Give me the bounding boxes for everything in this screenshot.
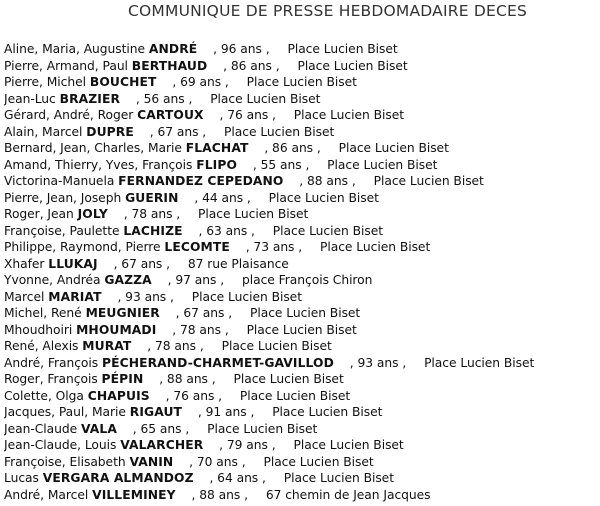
list-item: Lucas VERGARA ALMANDOZ , 64 ans , Place Lucien Biset xyxy=(4,471,394,485)
page-title: COMMUNIQUE DE PRESSE HEBDOMADAIRE DECES xyxy=(128,2,528,20)
age: 76 ans xyxy=(173,388,215,403)
age: 96 ans xyxy=(220,42,262,56)
age: 79 ans xyxy=(226,438,268,452)
place: Place Lucien Biset xyxy=(246,322,357,337)
surname: LECOMTE xyxy=(164,240,230,254)
deaths-list xyxy=(4,41,598,503)
list-item: Françoise, Elisabeth VANIN , 70 ans , Place Lucien Biset xyxy=(4,454,374,469)
surname: VERGARA ALMANDOZ xyxy=(42,471,194,485)
place: Place Lucien Biset xyxy=(424,355,535,370)
first-names: Françoise, Elisabeth xyxy=(4,454,126,469)
list-item: René, Alexis MURAT , 78 ans , Place Lucien Biset xyxy=(4,339,332,353)
age: 56 ans xyxy=(143,91,185,106)
place: 67 chemin de Jean Jacques xyxy=(265,487,431,502)
age: 55 ans xyxy=(260,157,302,172)
age: 63 ans xyxy=(206,223,248,238)
age: 93 ans xyxy=(357,355,399,370)
surname: VANIN xyxy=(129,454,174,469)
place: Place Lucien Biset xyxy=(263,454,374,469)
first-names: Lucas xyxy=(4,471,39,485)
first-names: Jacques, Paul, Marie xyxy=(4,405,126,419)
first-names: Gérard, André, Roger xyxy=(4,108,134,122)
age: 65 ans xyxy=(140,421,182,436)
age: 88 ans xyxy=(307,174,349,188)
first-names: Mhoudhoiri xyxy=(4,322,73,337)
age: 93 ans xyxy=(125,289,167,304)
age: 67 ans xyxy=(121,256,163,271)
place: Place Lucien Biset xyxy=(272,223,384,238)
age: 78 ans xyxy=(131,207,173,221)
place: Place Lucien Biset xyxy=(198,207,309,221)
place: Place Lucien Biset xyxy=(320,240,431,254)
first-names: Pierre, Michel xyxy=(4,75,86,89)
age: 78 ans xyxy=(179,322,221,337)
list-item: Amand, Thierry, Yves, François FLIPO , 55 ans , Place Lucien Biset xyxy=(4,157,438,172)
list-item: Mhoudhoiri MHOUMADI , 78 ans , Place Lucien Biset xyxy=(4,322,357,337)
surname: CHAPUIS xyxy=(87,388,150,403)
age: 86 ans xyxy=(230,58,272,73)
surname: JOLY xyxy=(77,207,108,221)
surname: MHOUMADI xyxy=(76,322,157,337)
place: Place Lucien Biset xyxy=(233,372,344,386)
place: Place Lucien Biset xyxy=(239,388,351,403)
first-names: Aline, Maria, Augustine xyxy=(4,42,146,56)
age: 64 ans xyxy=(217,471,259,485)
age: 91 ans xyxy=(205,405,247,419)
list-item: Aline, Maria, Augustine ANDRÉ , 96 ans , Place Lucien Biset xyxy=(4,42,398,56)
surname: VALA xyxy=(80,421,117,436)
first-names: René, Alexis xyxy=(4,339,79,353)
surname: CARTOUX xyxy=(137,108,204,122)
place: Place Lucien Biset xyxy=(268,190,379,205)
list-item: Françoise, Paulette LACHIZE , 63 ans , Place Lucien Biset xyxy=(4,223,384,238)
list-item: Roger, Jean JOLY , 78 ans , Place Lucien Biset xyxy=(4,207,309,221)
place: Place Lucien Biset xyxy=(249,306,361,320)
place: Place Lucien Biset xyxy=(221,339,332,353)
first-names: Alain, Marcel xyxy=(4,124,83,139)
surname: PÉCHERAND-CHARMET-GAVILLOD xyxy=(101,355,334,370)
list-item: Philippe, Raymond, Pierre LECOMTE , 73 ans , Place Lucien Biset xyxy=(4,240,431,254)
surname: FLIPO xyxy=(196,157,238,172)
surname: RIGAUT xyxy=(129,405,183,419)
place: Place Lucien Biset xyxy=(293,108,404,122)
list-item: André, Marcel VILLEMINEY , 88 ans , 67 chemin de Jean Jacques xyxy=(4,487,431,502)
place: place François Chiron xyxy=(241,273,373,287)
surname: VILLEMINEY xyxy=(92,487,176,502)
first-names: Yvonne, Andréa xyxy=(4,273,101,287)
list-item: Alain, Marcel DUPRE , 67 ans , Place Lucien Biset xyxy=(4,124,335,139)
first-names: Bernard, Jean, Charles, Marie xyxy=(4,141,182,155)
list-item: André, François PÉCHERAND-CHARMET-GAVILLOD , 93 ans , Place Lucien Biset xyxy=(4,355,535,370)
place: Place Lucien Biset xyxy=(191,289,302,304)
surname: FERNANDEZ CEPEDANO xyxy=(118,174,284,188)
place: Place Lucien Biset xyxy=(224,124,335,139)
first-names: Roger, Jean xyxy=(4,207,74,221)
surname: BERTHAUD xyxy=(131,58,208,73)
first-names: Françoise, Paulette xyxy=(4,223,120,238)
list-item: Pierre, Jean, Joseph GUERIN , 44 ans , Place Lucien Biset xyxy=(4,190,379,205)
surname: GAZZA xyxy=(104,273,152,287)
place: Place Lucien Biset xyxy=(287,42,398,56)
age: 86 ans xyxy=(272,141,314,155)
first-names: André, Marcel xyxy=(4,487,89,502)
list-item: Xhafer LLUKAJ , 67 ans , 87 rue Plaisance xyxy=(4,256,289,271)
place: 87 rue Plaisance xyxy=(187,256,289,271)
list-item: Colette, Olga CHAPUIS , 76 ans , Place Lucien Biset xyxy=(4,388,351,403)
first-names: Xhafer xyxy=(4,256,45,271)
first-names: Jean-Claude xyxy=(4,421,78,436)
first-names: Victorina-Manuela xyxy=(4,174,115,188)
surname: BOUCHET xyxy=(89,75,157,89)
first-names: Roger, François xyxy=(4,372,98,386)
age: 97 ans xyxy=(175,273,217,287)
list-item: Jean-Luc BRAZIER , 56 ans , Place Lucien Biset xyxy=(4,91,321,106)
list-item: Yvonne, Andréa GAZZA , 97 ans , place François Chiron xyxy=(4,273,373,287)
first-names: Pierre, Armand, Paul xyxy=(4,58,128,73)
list-item: Jean-Claude, Louis VALARCHER , 79 ans , Place Lucien Biset xyxy=(4,438,404,452)
age: 88 ans xyxy=(199,487,241,502)
age: 69 ans xyxy=(180,75,222,89)
surname: GUERIN xyxy=(125,190,179,205)
list-item: Bernard, Jean, Charles, Marie FLACHAT , 86 ans , Place Lucien Biset xyxy=(4,141,449,155)
place: Place Lucien Biset xyxy=(327,157,438,172)
list-item: Marcel MARIAT , 93 ans , Place Lucien Biset xyxy=(4,289,302,304)
place: Place Lucien Biset xyxy=(246,75,357,89)
first-names: Pierre, Jean, Joseph xyxy=(4,190,122,205)
age: 88 ans xyxy=(166,372,208,386)
age: 44 ans xyxy=(202,190,244,205)
list-item: Jean-Claude VALA , 65 ans , Place Lucien Biset xyxy=(4,421,318,436)
first-names: Jean-Luc xyxy=(4,91,56,106)
surname: MEUGNIER xyxy=(85,306,160,320)
list-item: Pierre, Michel BOUCHET , 69 ans , Place Lucien Biset xyxy=(4,75,357,89)
place: Place Lucien Biset xyxy=(297,58,408,73)
place: Place Lucien Biset xyxy=(210,91,321,106)
first-names: Michel, René xyxy=(4,306,82,320)
list-item: Michel, René MEUGNIER , 67 ans , Place Lucien Biset xyxy=(4,306,361,320)
age: 67 ans xyxy=(157,124,199,139)
place: Place Lucien Biset xyxy=(373,174,484,188)
place: Place Lucien Biset xyxy=(338,141,449,155)
place: Place Lucien Biset xyxy=(283,471,394,485)
surname: MURAT xyxy=(82,339,132,353)
age: 76 ans xyxy=(227,108,269,122)
first-names: Colette, Olga xyxy=(4,388,84,403)
first-names: André, François xyxy=(4,355,99,370)
surname: DUPRE xyxy=(86,124,134,139)
place: Place Lucien Biset xyxy=(293,438,404,452)
surname: ANDRÉ xyxy=(148,42,198,56)
surname: BRAZIER xyxy=(59,91,121,106)
place: Place Lucien Biset xyxy=(272,405,383,419)
first-names: Philippe, Raymond, Pierre xyxy=(4,240,161,254)
surname: LACHIZE xyxy=(123,223,183,238)
surname: LLUKAJ xyxy=(48,256,98,271)
surname: PÉPIN xyxy=(101,372,144,386)
age: 78 ans xyxy=(155,339,197,353)
surname: MARIAT xyxy=(48,289,102,304)
first-names: Marcel xyxy=(4,289,45,304)
list-item: Jacques, Paul, Marie RIGAUT , 91 ans , Place Lucien Biset xyxy=(4,405,383,419)
first-names: Jean-Claude, Louis xyxy=(4,438,117,452)
place: Place Lucien Biset xyxy=(207,421,318,436)
list-item: Gérard, André, Roger CARTOUX , 76 ans , Place Lucien Biset xyxy=(4,108,404,122)
age: 73 ans xyxy=(253,240,295,254)
list-item: Pierre, Armand, Paul BERTHAUD , 86 ans , Place Lucien Biset xyxy=(4,58,408,73)
surname: FLACHAT xyxy=(185,141,249,155)
first-names: Amand, Thierry, Yves, François xyxy=(4,157,193,172)
age: 70 ans xyxy=(196,454,238,469)
list-item: Roger, François PÉPIN , 88 ans , Place Lucien Biset xyxy=(4,372,344,386)
surname: VALARCHER xyxy=(120,438,204,452)
age: 67 ans xyxy=(183,306,225,320)
list-item: Victorina-Manuela FERNANDEZ CEPEDANO , 88 ans , Place Lucien Biset xyxy=(4,174,484,188)
